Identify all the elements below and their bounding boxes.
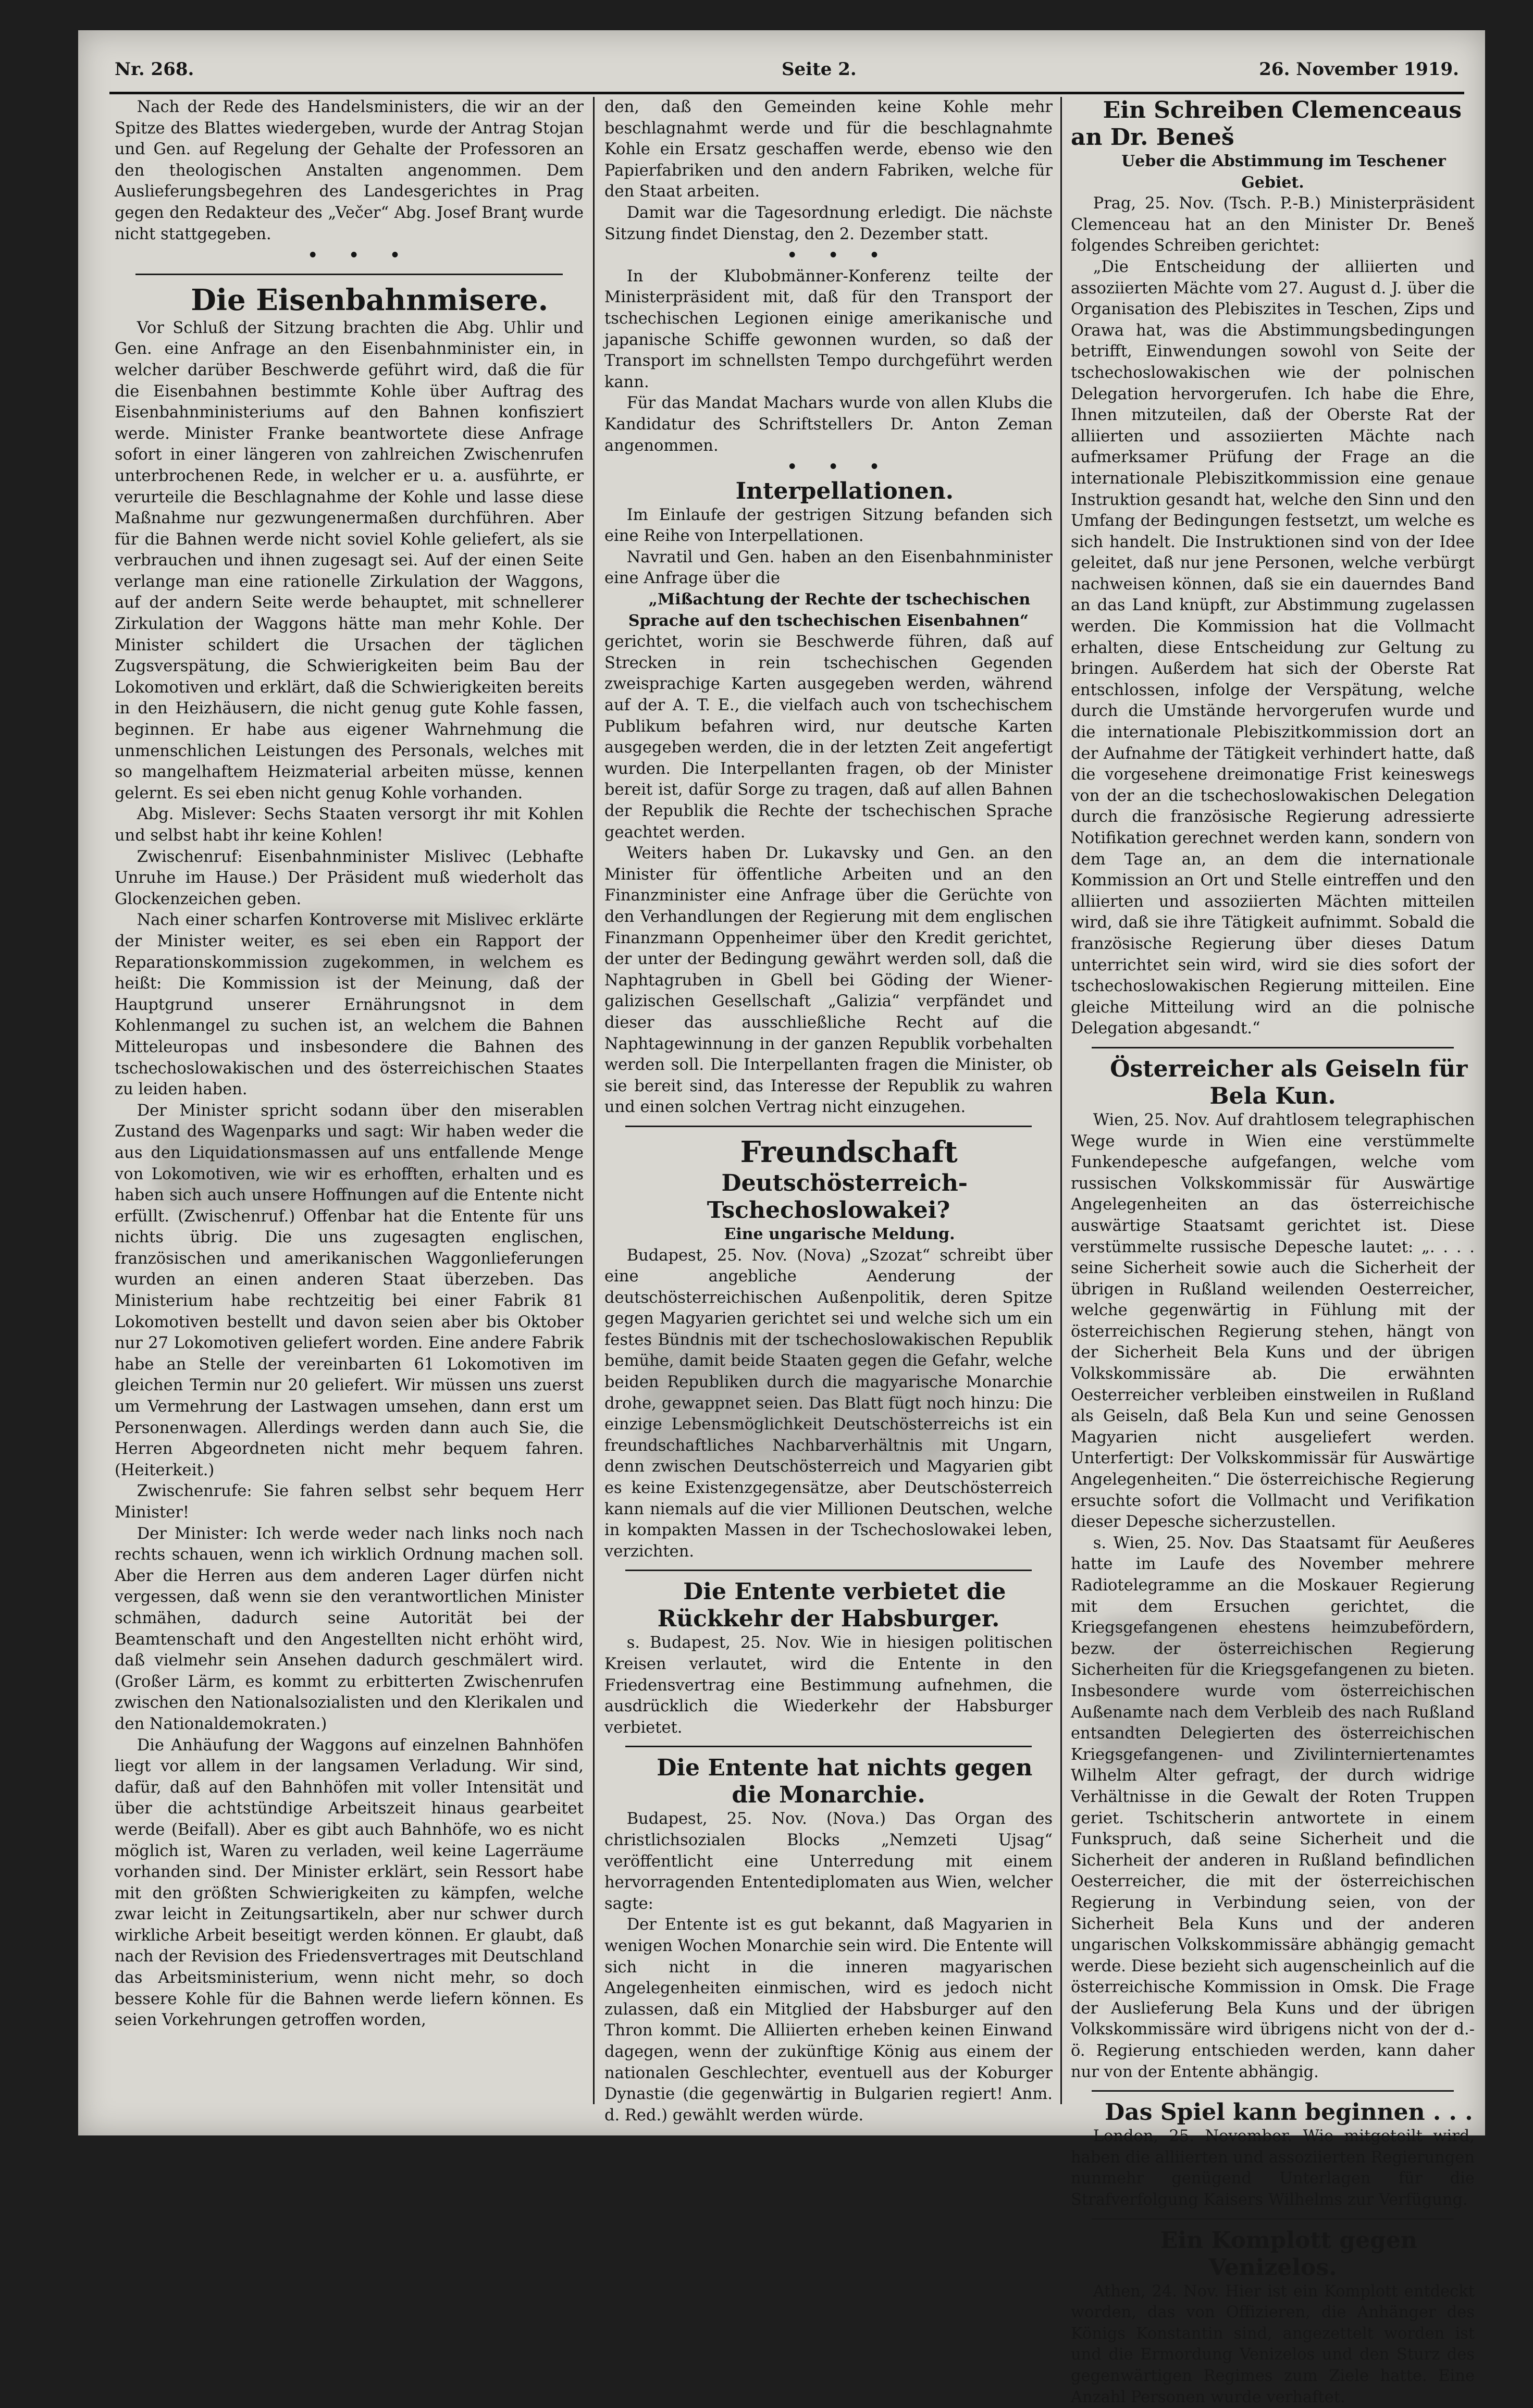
headline-clemenceau: Ein Schreiben Clemenceaus an Dr. Beneš [1071, 97, 1462, 151]
column-2 [604, 97, 1053, 2125]
divider [1092, 2090, 1454, 2092]
issue-number: Nr. 268. [115, 59, 194, 80]
article-paragraph: Wien, 25. Nov. Auf drahtlosem telegraphischen Wege wurde in Wien eine verstümmelte Funkendepesche aufgefangen, welche vom russischen Volkskommissär für Auswärtige Angelegenheiten an das österreichische auswärtige Staatsamt gerichtet ist. Diese verstümmelte russische Depesche lautet: „. . . . seine Sicherheit sowie auch die Sicherheit der übrigen in Rußland weilenden Oesterreicher, welche gegenwärtig in Fühlung mit der österreichischen Regierung stehen, hängt von der Sicherheit Bela Kuns und der übrigen Volkskommissäre ab. Die erwähnten Oesterreicher verbleiben einstweilen in Rußland als Geiseln, daß Bela Kun und seine Genossen Magyarien nicht ausgeliefert werden. Unterfertigt: Der Volkskommissär für Auswärtige Angelegenheiten.“ Die österreichische Regierung ersuchte sofort die Vollmacht und Verifikation dieser Depesche sicherzustellen. [1071, 1110, 1475, 1532]
headline-eisenbahnmisere: Die Eisenbahnmisere. [191, 282, 549, 317]
column-divider [593, 97, 595, 2104]
headline-entente-monarchie: Die Entente hat nichts gegen die Monarchie. [657, 1755, 1033, 1809]
article-paragraph: Die Anhäufung der Waggons auf einzelnen Bahnhöfen liegt vor allem in der langsamen Verladung. Wir sind, dafür, daß auf den Bahnhöfen mit voller Intensität und über die achtstündige Arbeitszeit hinaus gearbeitet werde (Beifall). Aber es gibt auch Bahnhöfe, wo es nicht möglich ist, Waren zu verladen, weil keine Lagerräume vorhanden sind. Der Minister erklärt, sein Ressort habe mit den größten Schwierigkeiten zu kämpfen, welche zwar leicht in Zeitungsartikeln, aber nur schwer durch wirkliche Arbeit beseitigt werden können. Er glaubt, daß nach der Revision des Friedensvertrages mit Deutschland das Arbeitsministerium, wenn nicht mehr, so doch bessere Kohle für die Bahnen werde liefern können. Es seien Vorkehrungen getroffen worden, [115, 1736, 584, 2030]
scan-smudge [1094, 1620, 1433, 1776]
headline-spiel: Das Spiel kann beginnen . . . [1105, 2099, 1473, 2126]
divider [625, 1570, 1032, 1571]
separator-dots: • • • [787, 458, 893, 477]
article-paragraph: Budapest, 25. Nov. (Nova.) Das Organ des christlichsozialen Blocks „Nemzeti Ujsag“ veröffentlicht eine Unterredung mit einem hervorragenden Ententediplomaten aus Wien, welcher sagte: [604, 1810, 1053, 1913]
headline-entente-habsburger: Die Entente verbietet die Rückkehr der Habsburger. [657, 1578, 1006, 1633]
article-paragraph: London, 25. November. Wie mitgeteilt wird, haben die alliierten und assoziierten Regierungen nunmehr genügend Unterlagen für die Strafverfolgung Kaisers Wilhelms zur Verfügung. [1071, 2127, 1475, 2209]
headline-deutschoesterreich: Deutschösterreich-Tschechoslowakei? [707, 1169, 968, 1224]
scan-smudge [641, 1333, 954, 1468]
article-paragraph: Der Minister: Ich werde weder nach links noch nach rechts schauen, wenn ich wirklich Ordnung machen soll. Aber die Herren aus dem anderen Lager dürfen nicht vergessen, daß wenn sie den verantwortlichen Minister schmähen, dadurch seine Autorität bei der Beamtenschaft und den Angestellten nicht erhöht wird, daß vielmehr sein Ansehen dadurch geschmälert wird. (Großer Lärm, es kommt zu erbitterten Zwischenrufen zwischen den Nationalsozialisten und den Klerikalen und den Nationaldemokraten.) [115, 1524, 584, 1733]
article-paragraph: Zwischenrufe: Sie fahren selbst sehr bequem Herr Minister! [115, 1482, 584, 1522]
article-paragraph: s. Wien, 25. Nov. Das Staatsamt für Aeußeres hatte im Laufe des November mehrere Radiotelegramme an die Moskauer Regierung mit dem Ersuchen gerichtet, die Kriegsgefangenen ehestens heimzubefördern, bezw. der österreichischen Regierung Sicherheiten für die Kriegsgefangenen zu bieten. Insbesondere wurde vom österreichischen Außenamte nach dem Verbleib des nach Rußland entsandten Delegierten des österreichischen Kriegsgefangenen- und Zivilinterniertenamtes Wilhelm Alter gefragt, der durch widrige Verhältnisse in die Gewalt der Roten Truppen geriet. Tschitscherin antwortete in einem Funkspruch, daß seine Sicherheit und die Sicherheit der anderen in Rußland befindlichen Oesterreicher, die mit der österreichischen Regierung in Verbindung seien, von der Sicherheit Bela Kuns und der anderen ungarischen Volkskommissäre abhängig gemacht werde. Diese bezieht sich augenscheinlich auf die österreichische Kommission in Omsk. Die Frage der Auslieferung Bela Kuns und der übrigen Volkskommissäre wird übrigens nicht von der d.-ö. Regierung entschieden werden, kann daher nur von der Entente abhängig. [1071, 1534, 1475, 2081]
article-paragraph: Im Einlaufe der gestrigen Sitzung befanden sich eine Reihe von Interpellationen. [604, 505, 1053, 546]
column-3 [1071, 97, 1475, 2406]
article-paragraph: gerichtet, worin sie Beschwerde führen, daß auf Strecken in rein tschechischen Gegenden zweisprachige Karten ausgegeben werden, während auf der A. T. E., die vielfach auch von tschechischem Publikum befahren wird, nur deutsche Karten ausgegeben werden, die in der letzten Zeit angefertigt wurden. Die Interpellanten fragen, ob der Minister bereit ist, dafür Sorge zu tragen, daß auf allen Bahnen der Republik die Rechte der tschechischen Sprache geachtet werden. [604, 633, 1053, 842]
scan-smudge [156, 1125, 469, 1208]
article-paragraph: Budapest, 25. Nov. (Nova) „Szozat“ schreibt über eine angebliche Aenderung der deutschösterreichischen Außenpolitik, deren Spitze gegen Magyarien gerichtet sei und welche sich um ein festes Bündnis mit der tschechoslowakischen Republik bemühe, damit beide Staaten gegen die Gefahr, welche beiden Republiken durch die magyarische Monarchie drohe, gewappnet seien. Das Blatt fügt noch hinzu: Die einzige Lebensmöglichkeit Deutschösterreichs ist ein freundschaftliches Nachbarverhältnis mit Ungarn, denn zwischen Deutschösterreich und Magyarien gibt es keine Existenzgegensätze, aber Deutschösterreich kann niemals auf die vier Millionen Deutschen, welche in kompakten Massen in der Tschechoslowakei leben, verzichten. [604, 1246, 1053, 1561]
newspaper-page [78, 30, 1485, 2406]
article-paragraph: Athen, 24. Nov. Hier ist ein Komplott entdeckt worden, das von Offizieren, die Anhänger des Königs Konstantin sind, angezettelt worden ist und die Ermordung Venizelos und den Sturz des gegenwärtigen Regimes zum Ziele hatte. Eine Anzahl Personen wurde verhaftet. [1071, 2282, 1475, 2406]
page-number: Seite 2. [782, 59, 857, 80]
article-paragraph: „Die Entscheidung der alliierten und assoziierten Mächte vom 27. August d. J. über die Organisation des Plebiszites in Teschen, Zips und Orawa hat, was die Abstimmungsbedingungen betrifft, Einwendungen sowohl von Seite der tschechoslowakischen wie der polnischen Delegation hervorgerufen. Ich habe die Ehre, Ihnen mitzuteilen, daß der Oberste Rat der alliierten und assoziierten Mächte nach aufmerksamer Prüfung der Frage an die internationale Plebiszitkommission eine genaue Instruktion gesandt hat, welche den Sinn und den Umfang der Bedingungen festsetzt, um welche es sich handelt. Die Instruktionen sind von der Idee geleitet, daß nur jene Personen, welche verbürgt nachweisen können, daß sie ein dauerndes Band an das Land knüpft, zur Abstimmung zugelassen werden. Die Kommission hat die Vollmacht erhalten, diese Entscheidung zur Geltung zu bringen. Außerdem hat sich der Oberste Rat entschlossen, infolge der Verspätung, welche durch die Umstände hervorgerufen wurde und die internationale Plebiszitkommission dort an der Aufnahme der Tätigkeit verhindert hatte, daß die vorgesehene dreimonatige Frist keineswegs von der an die tschechoslowakischen Delegation durch die französische Regierung adressierte Notifikation gerechnet werden kann, sondern von dem Tage an, an dem die internationale Kommission an Ort und Stelle eintreffen und den alliierten und assoziierten Mächten mitteilen wird, daß sie ihre Tätigkeit aufnimmt. Sobald die französische Regierung über dieses Datum unterrichtet sein wird, wird sie dies sofort der tschechoslowakischen Regierung mitteilen. Eine gleiche Mitteilung wird an die polnische Delegation abgesandt.“ [1071, 257, 1475, 1038]
article-paragraph: Der Entente ist es gut bekannt, daß Magyarien in wenigen Wochen Monarchie sein wird. Die Entente will sich nicht in die inneren magyarischen Angelegenheiten einmischen, wird es jedoch nicht zulassen, daß ein Mitglied der Habsburger auf den Thron kommt. Die Alliierten erheben keinen Einwand dagegen, wenn der zukünftige König aus einem der nationalen Geschlechter, eventuell aus der Koburger Dynastie (die gegenwärtig in Bulgarien regiert! Anm. d. Red.) gewählt werden würde. [604, 1916, 1053, 2125]
article-paragraph: Nach der Rede des Handelsministers, die wir an der Spitze des Blattes wiedergeben, wurde der Antrag Stojan und Gen. auf Regelung der Gehalte der Professoren an den theologischen Anstalten angenommen. Dem Auslieferungsbegehren des Landesgerichtes in Prag gegen den Redakteur des „Večer“ Abg. Josef Branţ wurde nicht stattgegeben. [115, 98, 584, 243]
separator-dots: • • • [787, 246, 893, 265]
column-divider [1060, 97, 1062, 2104]
scan-smudge [287, 916, 521, 979]
article-paragraph: Damit war die Tagesordnung erledigt. Die nächste Sitzung findet Dienstag, den 2. Dezember statt. [604, 203, 1053, 243]
article-paragraph: s. Budapest, 25. Nov. Wie in hiesigen politischen Kreisen verlautet, wird die Entente in den Friedensvertrag eine Bestimmung aufnehmen, die ausdrücklich die Wiederkehr der Habsburger verbietet. [604, 1634, 1053, 1737]
headline-interpellationen: Interpellationen. [735, 477, 954, 504]
column-1 [115, 97, 584, 2104]
subheadline: Eine ungarische Meldung. [724, 1225, 955, 1243]
article-paragraph: Der Minister spricht sodann über den miserablen Zustand des Wagenparks und sagt: Wir haben weder die aus den Liquidationsmassen auf uns entfallende Menge von Lokomotiven, wie wir es erhofften, erhalten und es haben sich auch unsere Hoffnungen auf die Entente nicht erfüllt. (Zwischenruf.) Offenbar hat die Entente für uns nichts übrig. Die uns zugesagten englischen, französischen und amerikanischen Waggonlieferungen wurden an einen anderen Staat überzeben. Das Ministerium habe rechtzeitig bei einer Fabrik 81 Lokomotiven bestellt und davon seien aber bis Oktober nur 27 Lokomotiven geliefert worden. Eine andere Fabrik habe an Stelle der vereinbarten 61 Lokomotiven im gleichen Termin nur 20 geliefert. Wir müssen uns zuerst um Vermehrung der Lastwagen umsehen, dann erst um Personenwagen. Allerdings werden dann auch Sie, die Herren Abgeordneten nicht mehr bequem fahren. (Heiterkeit.) [115, 1101, 584, 1479]
divider [1092, 2218, 1454, 2220]
separator-dots: • • • [307, 246, 413, 265]
divider [135, 274, 563, 275]
headline-freundschaft: Freundschaft [740, 1134, 958, 1169]
article-paragraph: Zwischenruf: Eisenbahnminister Mislivec (Lebhafte Unruhe im Hause.) Der Präsident muß wiederholt das Glockenzeichen geben. [115, 847, 584, 908]
quoted-title: „Mißachtung der Rechte der tschechischen Sprache auf den tschechischen Eisenbahnen“ [628, 590, 1031, 630]
article-paragraph: Weiters haben Dr. Lukavsky und Gen. an den Minister für öffentliche Arbeiten und an den Finanzminister eine Anfrage über die Gerüchte von den Verhandlungen der Regierung mit dem englischen Finanzmann Oppenheimer über den Kredit gerichtet, der unter der Bedingung gewährt werden soll, daß die Naphtagruben in Gbell bei Göding der Wiener-galizischen Gesellschaft „Galizia“ verpfändet und dieser das ausschließliche Recht auf die Naphtagewinnung in der ganzen Republik vorbehalten werden soll. Die Interpellanten fragen die Minister, ob sie bereit sind, das Interesse der Republik zu wahren und einen solchen Vertrag nicht einzugehen. [604, 844, 1053, 1117]
article-paragraph: Vor Schluß der Sitzung brachten die Abg. Uhlir und Gen. eine Anfrage an den Eisenbahnminister ein, in welcher darüber Beschwerde geführt wird, daß die für die Eisenbahnen bestimmte Kohle über Auftrag des Eisenbahnministeriums auf den Bahnen konfisziert werde. Minister Franke beantwortete diese Anfrage sofort in einer längeren von zahlreichen Zwischenrufen unterbrochenen Rede, in welcher er u. a. ausführte, er verurteile die Beschlagnahme der Kohle und lasse diese Maßnahme nur gezwungenermaßen durchführen. Aber für die Bahnen werde nicht soviel Kohle geliefert, als sie verbrauchen und ihnen zugesagt sei. Auf der einen Seite verlange man eine rationelle Zirkulation der Waggons, auf der andern Seite werde behauptet, mit schnellerer Zirkulation der Waggons hätte man mehr Kohle. Der Minister schildert die Ursachen der täglichen Zugsverspätung, die Schwierigkeiten beim Bau der Lokomotiven und erklärt, daß die Schwierigkeiten bereits in den Heizhäusern, die nicht genug gute Kohle fassen, beginnen. Er habe aus eigener Wahrnehmung die unmenschlichen Leistungen des Personals, welches mit so mangelhaftem Heizmaterial arbeiten müsse, kennen gelernt. Es sei eben nicht genug Kohle vorhanden. [115, 318, 584, 802]
headline-geiseln: Österreicher als Geiseln für Bela Kun. [1110, 1055, 1468, 1109]
divider [625, 1126, 1032, 1127]
article-paragraph: Prag, 25. Nov. (Tsch. P.-B.) Ministerpräsident Clemenceau hat an den Minister Dr. Beneš folgendes Schreiben gerichtet: [1071, 194, 1475, 255]
subheadline: Ueber die Abstimmung im Teschener Gebiet. [1121, 152, 1446, 192]
article-paragraph: Navratil und Gen. haben an den Eisenbahnminister eine Anfrage über die [604, 548, 1053, 588]
headline-komplott: Ein Komplott gegen Venizelos. [1160, 2227, 1417, 2281]
divider [1092, 1047, 1454, 1048]
page-header [115, 59, 1459, 90]
divider [625, 1746, 1032, 1747]
article-paragraph: Abg. Mislever: Sechs Staaten versorgt ihr mit Kohlen und selbst habt ihr keine Kohlen! [115, 805, 584, 845]
header-rule [109, 92, 1464, 94]
article-paragraph: Für das Mandat Machars wurde von allen Klubs die Kandidatur des Schriftstellers Dr. Anton Zeman angenommen. [604, 394, 1053, 455]
article-paragraph: Nach einer scharfen Kontroverse mit Mislivec erklärte der Minister weiter, es sei eben ein Rapport der Reparationskommission zugekommen, in welchem es heißt: Die Kommission ist der Meinung, daß der Hauptgrund unserer Ernährungsnot in dem Kohlenmangel zu suchen ist, an welchem die Bahnen Mitteleuropas und insbesondere die Bahnen des tschechoslowakischen und des österreichischen Staates zu leiden haben. [115, 911, 584, 1099]
article-paragraph: den, daß den Gemeinden keine Kohle mehr beschlagnahmt werde und für die beschlagnahmte Kohle ein Ersatz geschaffen werde, ebenso wie den Papierfabriken und den andern Fabriken, welche für den Staat arbeiten. [604, 98, 1053, 201]
issue-date: 26. November 1919. [1259, 59, 1459, 80]
article-paragraph: In der Klubobmänner-Konferenz teilte der Ministerpräsident mit, daß für den Transport der tschechischen Legionen einige amerikanische und japanische Schiffe gewonnen wurden, so daß der Transport im schnellsten Tempo durchgeführt werden kann. [604, 267, 1053, 391]
